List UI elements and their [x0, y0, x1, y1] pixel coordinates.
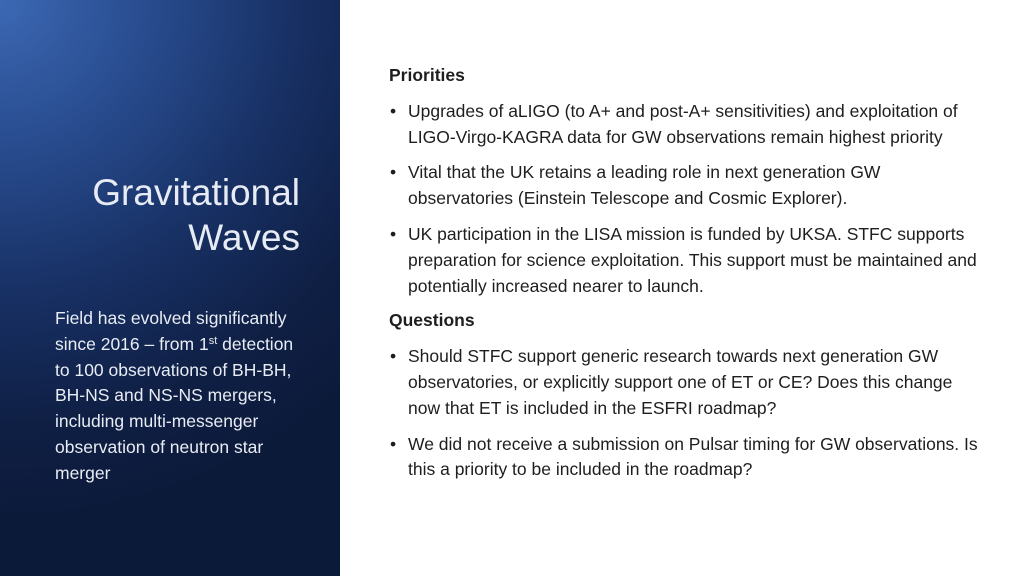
subtitle-text-start: Field has evolved significantly since 2016 – from 1 [55, 308, 287, 354]
title-line-1: Gravitational [92, 172, 300, 213]
ordinal-superscript: st [208, 334, 218, 347]
priority-item-2: • Vital that the UK retains a leading role in next generation GW observatories (Einstein Telescope and Cosmic Explorer). [389, 160, 989, 212]
priorities-heading: Priorities [389, 65, 465, 85]
priorities-list [389, 99, 989, 300]
content-area [389, 63, 989, 483]
priority-item-3: • UK participation in the LISA mission is funded by UKSA. STFC supports preparation for science exploitation. This support must be maintained and potentially increased nearer to launch. [389, 222, 989, 299]
questions-list [389, 344, 989, 483]
questions-heading: Questions [389, 310, 475, 331]
title-panel [0, 0, 340, 576]
slide-subtitle [55, 306, 305, 487]
slide-title [20, 170, 300, 260]
title-line-2: Waves [188, 217, 300, 258]
question-item-1: • Should STFC support generic research towards next generation GW observatories, or explicitly support one of ET or CE? Does this change now that ET is included in the ESFRI roadmap? [389, 344, 989, 421]
question-item-2: • We did not receive a submission on Pulsar timing for GW observations. Is this a priority to be included in the roadmap? [389, 432, 989, 484]
subtitle-text-end: detection to 100 observations of BH-BH, BH-NS and NS-NS mergers, including multi-messenger observation of neutron star merger [55, 333, 294, 483]
priority-item-1: • Upgrades of aLIGO (to A+ and post-A+ sensitivities) and exploitation of LIGO-Virgo-KAGRA data for GW observations remain highest priority [389, 99, 989, 151]
